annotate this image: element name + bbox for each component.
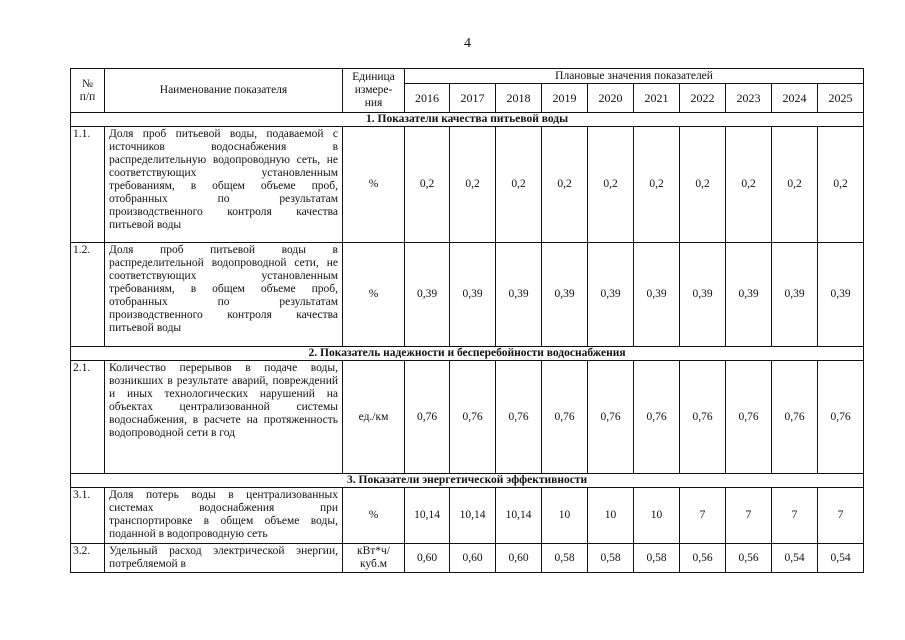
value-cell: 0,58 [634, 544, 680, 573]
unit-cell: % [343, 488, 405, 544]
value-cell: 0,2 [634, 127, 680, 243]
indicator-name: Количество перерывов в подаче воды, возникших в результате аварий, повреждений и иных технологических нарушений на объектах централизованной системы водоснабжения, в расчете на протяженность водопроводной сети в год [105, 361, 343, 474]
table-header [71, 69, 864, 113]
value-cell: 0,39 [818, 243, 864, 347]
value-cell: 0,2 [680, 127, 726, 243]
value-cell: 0,39 [450, 243, 496, 347]
header-year: 2025 [818, 84, 864, 113]
header-year: 2017 [450, 84, 496, 113]
value-cell: 0,39 [542, 243, 588, 347]
value-cell: 0,54 [818, 544, 864, 573]
table-row [71, 361, 864, 474]
row-number: 3.2. [71, 544, 105, 573]
value-cell: 0,76 [450, 361, 496, 474]
value-cell: 0,58 [542, 544, 588, 573]
value-cell: 0,60 [450, 544, 496, 573]
section-title: 1. Показатели качества питьевой воды [71, 113, 864, 127]
section-title: 3. Показатели энергетической эффективности [71, 474, 864, 488]
value-cell: 0,39 [405, 243, 450, 347]
header-year: 2024 [772, 84, 818, 113]
value-cell: 0,2 [496, 127, 542, 243]
value-cell: 0,76 [634, 361, 680, 474]
value-cell: 0,39 [634, 243, 680, 347]
row-number: 3.1. [71, 488, 105, 544]
value-cell: 0,54 [772, 544, 818, 573]
value-cell: 0,56 [726, 544, 772, 573]
value-cell: 0,2 [772, 127, 818, 243]
value-cell: 7 [772, 488, 818, 544]
value-cell: 10,14 [496, 488, 542, 544]
indicator-name: Доля проб питьевой воды в распределительной водопроводной сети, не соответствующих установленным требованиям, в общем объеме проб, отобранных по результатам производственного контроля качества питьевой воды [105, 243, 343, 347]
value-cell: 0,39 [726, 243, 772, 347]
page-number: 4 [464, 36, 471, 51]
value-cell: 0,2 [450, 127, 496, 243]
unit-cell: % [343, 243, 405, 347]
table-row [71, 544, 864, 573]
header-plan: Плановые значения показателей [405, 69, 864, 84]
value-cell: 7 [680, 488, 726, 544]
value-cell: 0,2 [588, 127, 634, 243]
value-cell: 0,2 [726, 127, 772, 243]
value-cell: 10,14 [405, 488, 450, 544]
value-cell: 0,60 [405, 544, 450, 573]
table-row [71, 127, 864, 243]
header-year: 2020 [588, 84, 634, 113]
value-cell: 0,2 [818, 127, 864, 243]
row-number: 2.1. [71, 361, 105, 474]
indicator-name: Удельный расход электрической энергии, потребляемой в [105, 544, 343, 573]
header-unit: Единица измере- ния [343, 69, 405, 113]
unit-cell: кВт*ч/ куб.м [343, 544, 405, 573]
value-cell: 10 [588, 488, 634, 544]
row-number: 1.2. [71, 243, 105, 347]
table-body [71, 113, 864, 573]
table-row [71, 243, 864, 347]
value-cell: 0,39 [772, 243, 818, 347]
section-title: 2. Показатель надежности и бесперебойности водоснабжения [71, 347, 864, 361]
header-year: 2018 [496, 84, 542, 113]
value-cell: 0,39 [680, 243, 726, 347]
unit-cell: % [343, 127, 405, 243]
value-cell: 10 [634, 488, 680, 544]
header-name: Наименование показателя [105, 69, 343, 113]
value-cell: 0,76 [588, 361, 634, 474]
header-year: 2016 [405, 84, 450, 113]
value-cell: 0,76 [680, 361, 726, 474]
value-cell: 0,2 [405, 127, 450, 243]
value-cell: 0,2 [542, 127, 588, 243]
value-cell: 0,60 [496, 544, 542, 573]
header-year: 2019 [542, 84, 588, 113]
value-cell: 0,76 [726, 361, 772, 474]
header-year: 2021 [634, 84, 680, 113]
value-cell: 0,76 [496, 361, 542, 474]
value-cell: 10 [542, 488, 588, 544]
value-cell: 0,58 [588, 544, 634, 573]
value-cell: 0,56 [680, 544, 726, 573]
header-num: № п/п [71, 69, 105, 113]
table-row [71, 488, 864, 544]
value-cell: 7 [818, 488, 864, 544]
row-number: 1.1. [71, 127, 105, 243]
indicator-name: Доля проб питьевой воды, подаваемой с источников водоснабжения в распределительную водопроводную сеть, не соответствующих установленным требованиям, в общем объеме проб, отобранных по результатам производственного контроля качества питьевой воды [105, 127, 343, 243]
header-year: 2023 [726, 84, 772, 113]
value-cell: 0,39 [496, 243, 542, 347]
unit-cell: ед./км [343, 361, 405, 474]
indicators-table [70, 68, 864, 573]
value-cell: 0,76 [542, 361, 588, 474]
indicator-name: Доля потерь воды в централизованных системах водоснабжения при транспортировке в общем объеме воды, поданной в водопроводную сеть [105, 488, 343, 544]
value-cell: 0,76 [818, 361, 864, 474]
value-cell: 10,14 [450, 488, 496, 544]
value-cell: 7 [726, 488, 772, 544]
value-cell: 0,76 [405, 361, 450, 474]
value-cell: 0,76 [772, 361, 818, 474]
value-cell: 0,39 [588, 243, 634, 347]
header-year: 2022 [680, 84, 726, 113]
